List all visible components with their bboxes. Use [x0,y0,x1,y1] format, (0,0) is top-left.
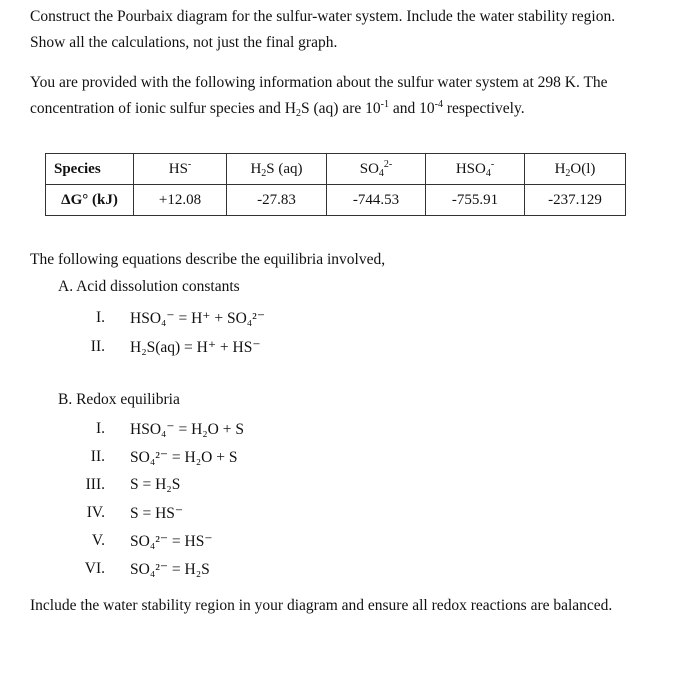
intro-line-2: Show all the calculations, not just the final graph. [30,34,338,51]
delta-g-header: ΔG° (kJ) [46,185,134,216]
species-cell: $H_2O(l)$ [525,154,626,185]
species-header: Species [46,154,134,185]
equation: SO₄²⁻ = H₂S [130,561,210,578]
given-line-1: You are provided with the following information about the sulfur water system at 298 K. The [30,74,608,91]
list-item-number: II. [90,338,105,355]
species-cell: $H_2S$ (aq) [227,154,327,185]
equation: SO₄²⁻ = H₂O + S [130,449,238,466]
delta-g-cell: -27.83 [227,185,327,216]
equation: HSO₄⁻ = H⁺ + SO₄²⁻ [130,310,265,327]
equation: H₂S(aq) = H⁺ + HS⁻ [130,339,261,356]
species-cell: $SO_4^{2-}$ [327,154,426,185]
list-item-number: V. [91,532,105,549]
footer-instruction: Include the water stability region in your diagram and ensure all redox reactions are balanced. [30,597,613,614]
equilibria-intro: The following equations describe the equilibria involved, [30,251,386,268]
equation: S = H₂S [130,476,181,493]
delta-g-cell: +12.08 [134,185,227,216]
species-table [45,153,626,216]
equation: S = HS⁻ [130,505,184,522]
list-item-number: II. [90,448,105,465]
given-line-2: concentration of ionic sulfur species and $H_2S$ (aq) are $10^{-1}$ and $10^{-4}$ respectively. [30,99,525,119]
intro-line-1: Construct the Pourbaix diagram for the sulfur-water system. Include the water stability region. [30,8,616,25]
list-item-number: VI. [84,560,105,577]
section-a-title: A. Acid dissolution constants [58,278,240,295]
section-b-title: B. Redox equilibria [58,391,180,408]
list-item-number: III. [85,476,105,493]
equation: SO₄²⁻ = HS⁻ [130,533,213,550]
delta-g-cell: -237.129 [525,185,626,216]
species-cell: HS- [134,154,227,185]
equation: HSO₄⁻ = H₂O + S [130,421,244,438]
delta-g-cell: -744.53 [327,185,426,216]
table-row [46,154,626,185]
delta-g-cell: -755.91 [426,185,525,216]
list-item-number: I. [95,309,105,326]
list-item-number: IV. [86,504,105,521]
species-cell: $HSO_4^-$ [426,154,525,185]
table-row [46,185,626,216]
list-item-number: I. [95,420,105,437]
